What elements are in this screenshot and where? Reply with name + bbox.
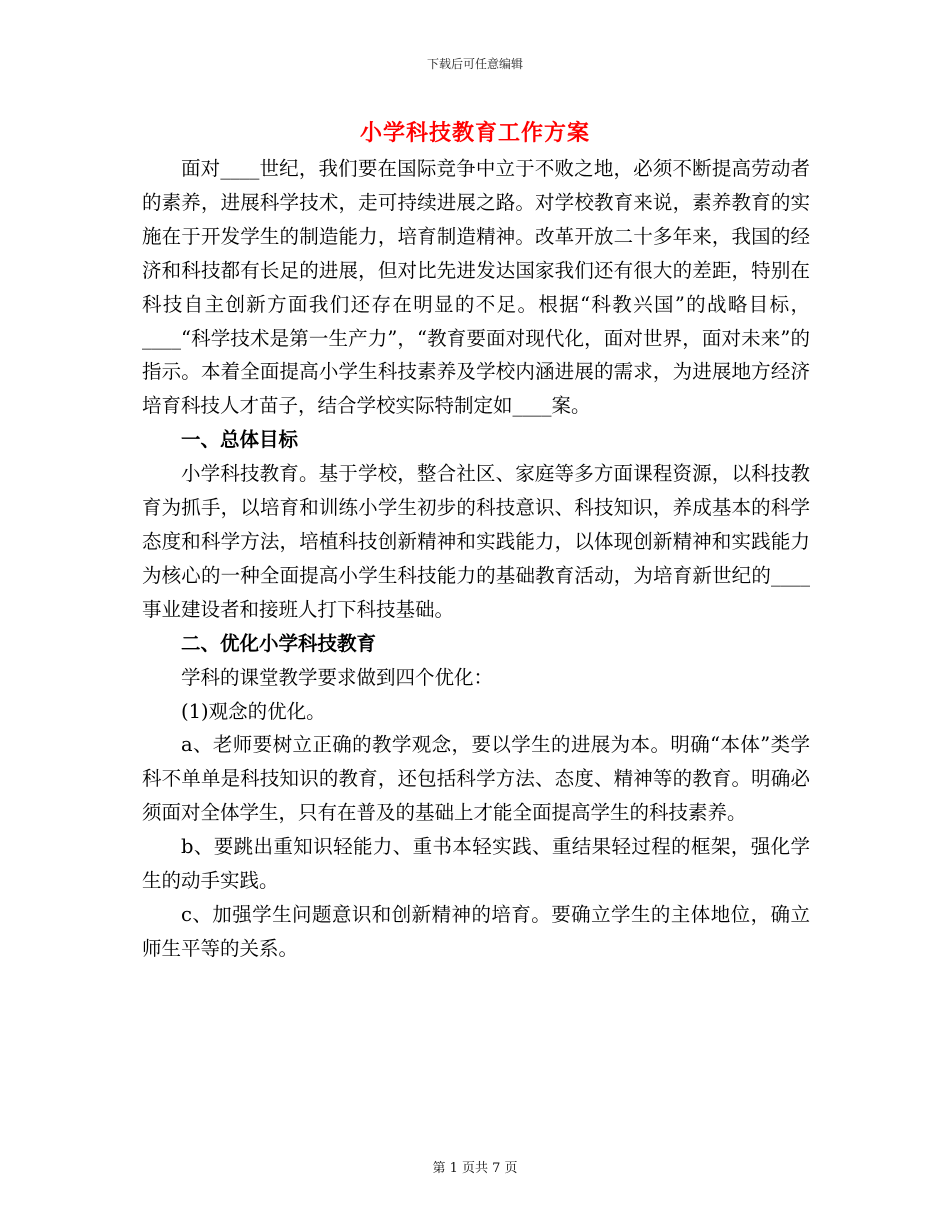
section-heading-optimize: 二、优化小学科技教育 xyxy=(181,631,377,655)
section-heading-goals: 一、总体目标 xyxy=(181,428,299,452)
list-item-concept: (1)观念的优化。 xyxy=(181,699,326,723)
optimize-intro-paragraph: 学科的课堂教学要求做到四个优化： xyxy=(181,665,494,689)
goals-paragraph: 小学科技教育。基于学校，整合社区、家庭等多方面课程资源，以科技教育为抓手，以培育和训练小学生初步的科技意识、科技知识，养成基本的科学态度和科学方法，培植科技创新精神和实践能力，以体现创新精神和实践能力为核心的一种全面提高小学生科技能力的基础教育活动，为培育新世纪的____事业建设者和接班人打下科技基础。 xyxy=(142,462,810,621)
header-note: 下载后可任意编辑 xyxy=(426,57,523,71)
document-title: 小学科技教育工作方案 xyxy=(359,120,590,146)
list-item-c: c、加强学生问题意识和创新精神的培育。要确立学生的主体地位，确立师生平等的关系。 xyxy=(142,902,810,960)
document-body xyxy=(142,152,810,966)
list-item-b: b、要跳出重知识轻能力、重书本轻实践、重结果轻过程的框架，强化学生的动手实践。 xyxy=(142,835,810,893)
page-footer: 第 1 页共 7 页 xyxy=(432,1161,518,1176)
intro-paragraph: 面对____世纪，我们要在国际竞争中立于不败之地，必须不断提高劳动者的素养，进展科学技术，走可持续进展之路。对学校教育来说，素养教育的实施在于开发学生的制造能力，培育制造精神。改革开放二十多年来，我国的经济和科技都有长足的进展，但对比先进发达国家我们还有很大的差距，特别在科技自主创新方面我们还存在明显的不足。根据“科教兴国”的战略目标，____“科学技术是第一生产力”，“教育要面对现代化，面对世界，面对未来”的指示。本着全面提高小学生科技素养及学校内涵进展的需求，为进展地方经济培育科技人才苗子，结合学校实际特制定如____案。 xyxy=(142,157,810,418)
list-item-a: a、老师要树立正确的教学观念，要以学生的进展为本。明确“本体”类学科不单单是科技知识的教育，还包括科学方法、态度、精神等的教育。明确必须面对全体学生，只有在普及的基础上才能全面提高学生的科技素养。 xyxy=(142,733,810,825)
